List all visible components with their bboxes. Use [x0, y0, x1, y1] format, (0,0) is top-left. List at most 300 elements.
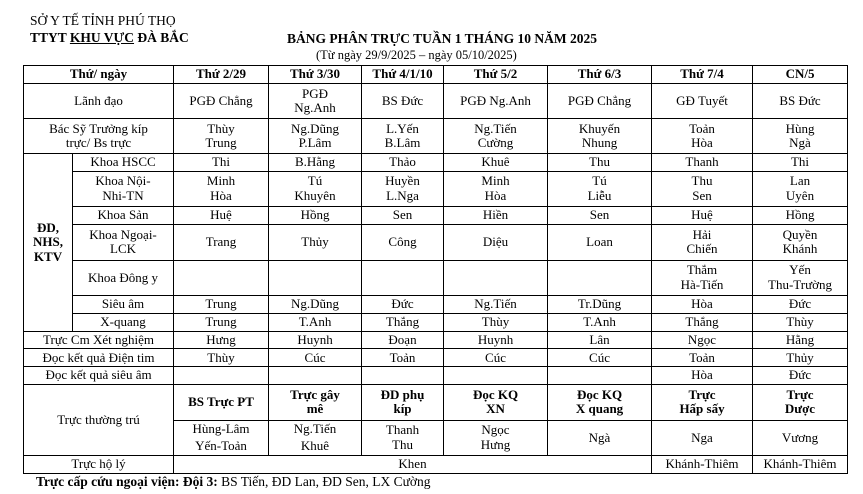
row-label: [24, 119, 174, 154]
duty-cell: [444, 296, 548, 314]
duty-cell: [362, 331, 444, 349]
duty-cell: [444, 313, 548, 331]
cell-text: Lân: [589, 331, 610, 347]
cell-text: Hấp sấy: [679, 401, 725, 417]
duty-cell: [444, 171, 548, 207]
duty-cell: [753, 456, 848, 474]
row-khoa-dongy: [24, 260, 848, 296]
duty-cell: [269, 438, 362, 456]
row-label: [24, 456, 174, 474]
cell-text: Thùy: [786, 314, 814, 330]
duty-cell: [548, 153, 652, 171]
cell-text: Thanh: [685, 154, 719, 169]
cell-text: Siêu âm: [101, 296, 145, 312]
row-dien-tim: [24, 349, 848, 367]
footer-text: BS Tiến, ĐD Lan, ĐD Sen, LX Cường: [217, 474, 431, 489]
document-subtitle: (Từ ngày 29/9/2025 – ngày 05/10/2025): [316, 48, 517, 62]
cell-text: Thu-Trường: [768, 276, 833, 292]
duty-cell: [652, 420, 753, 456]
org-name-center: [30, 30, 189, 45]
cell-text: Thùy: [481, 314, 510, 330]
cell-text: Khuyến: [578, 120, 621, 136]
cell-text: Đức: [391, 296, 414, 312]
duty-cell: [652, 349, 753, 367]
row-label: [24, 349, 174, 367]
org-name-underlined: KHU VỰC: [69, 30, 135, 45]
duty-cell: [652, 83, 753, 119]
duty-cell: [753, 153, 848, 171]
duty-cell: [362, 296, 444, 314]
duty-cell: [652, 313, 753, 331]
duty-cell: [174, 367, 269, 385]
cell-text: Toản: [389, 349, 416, 365]
cell-text: Hòa: [691, 367, 713, 383]
cell-text: Lãnh đạo: [74, 92, 123, 108]
duty-cell: [174, 349, 269, 367]
cell-text: BS Đức: [381, 92, 424, 108]
cell-text: X-quang: [100, 314, 146, 330]
duty-cell: [174, 153, 269, 171]
duty-type-header: [444, 385, 548, 421]
cell-text: XN: [486, 401, 505, 417]
cell-text: PGĐ Chẳng: [567, 92, 632, 108]
row-label: [24, 367, 174, 385]
row-label: [73, 153, 174, 171]
duty-cell: [269, 296, 362, 314]
cell-text: Huệ: [691, 207, 713, 223]
cell-text: Thứ/ ngày: [69, 66, 128, 82]
cell-text: Ngọc: [481, 422, 510, 438]
cell-text: Khuê: [300, 438, 330, 454]
cell-text: Hòa: [210, 187, 232, 203]
cell-text: Chiến: [686, 241, 718, 257]
cell-text: ĐD phụ: [380, 386, 425, 402]
cell-text: GĐ Tuyết: [676, 92, 728, 108]
duty-cell: [174, 296, 269, 314]
cell-text: Trung: [205, 296, 237, 312]
duty-cell: [174, 171, 269, 207]
cell-text: Thu: [589, 154, 610, 169]
cell-text: Liễu: [587, 187, 612, 203]
col-header-day: [24, 66, 174, 84]
duty-cell: [652, 331, 753, 349]
duty-type-header: [362, 385, 444, 421]
cell-text: Toản: [689, 120, 715, 136]
org-name-department: SỞ Y TẾ TỈNH PHÚ THỌ: [30, 13, 176, 28]
cell-text: Hòa: [484, 187, 507, 203]
cell-text: Ng.Anh: [294, 100, 336, 116]
cell-text: CN/5: [785, 66, 815, 82]
row-khoa-ngoai: [24, 224, 848, 260]
row-label: [24, 83, 174, 119]
duty-cell: [444, 207, 548, 225]
cell-text: Hà-Tiến: [680, 276, 724, 292]
cell-text: Cúc: [304, 349, 326, 365]
cell-text: Ngọc: [687, 331, 717, 347]
row-label: [73, 224, 174, 260]
cell-text: Hùng-Lâm: [192, 420, 250, 436]
cell-text: Tr.Dũng: [577, 296, 622, 312]
duty-cell: [652, 367, 753, 385]
cell-text: Đọc kết quả siêu âm: [45, 367, 152, 383]
cell-text: BS Trực PT: [188, 394, 254, 410]
duty-cell: [548, 420, 652, 456]
cell-text: L.Nga: [386, 187, 419, 203]
cell-text: Thu: [691, 173, 713, 189]
day-header: [174, 66, 269, 84]
duty-cell: [269, 260, 362, 296]
duty-cell: [269, 420, 362, 438]
duty-cell: [652, 119, 753, 154]
duty-cell: [753, 349, 848, 367]
duty-cell: [444, 331, 548, 349]
cell-text: BS Đức: [779, 92, 821, 108]
day-header: [269, 66, 362, 84]
schedule-body: [24, 66, 848, 474]
cell-text: Công: [388, 234, 417, 250]
duty-cell: [362, 153, 444, 171]
cell-text: Hải: [692, 226, 712, 242]
cell-text: Ng.Dũng: [291, 296, 340, 312]
cell-text: Thùy: [207, 120, 235, 136]
duty-cell: [269, 171, 362, 207]
duty-cell: [753, 331, 848, 349]
cell-text: Cúc: [485, 349, 506, 365]
cell-text: Thứ 6/3: [577, 66, 622, 82]
cell-text: Trực hộ lý: [71, 456, 126, 472]
duty-cell: [652, 153, 753, 171]
duty-cell: [548, 260, 652, 296]
cell-text: Thứ 2/29: [195, 66, 247, 82]
cell-text: Khen: [398, 456, 427, 472]
cell-text: Ngà: [789, 135, 811, 151]
row-khoa-noi: [24, 171, 848, 207]
cell-text: Đức: [788, 296, 812, 312]
cell-text: X quang: [575, 401, 624, 417]
cell-text: B.Lâm: [384, 135, 421, 151]
duty-cell: [362, 207, 444, 225]
duty-cell: [652, 296, 753, 314]
cell-text: Quyền: [782, 226, 818, 242]
cell-text: ĐD,: [36, 219, 60, 235]
duty-cell: [362, 171, 444, 207]
cell-text: Dược: [784, 401, 816, 417]
duty-cell: [652, 224, 753, 260]
cell-text: Ng.Tiến: [474, 296, 517, 312]
cell-text: Cúc: [589, 349, 610, 365]
duty-cell: [753, 313, 848, 331]
duty-cell: [444, 260, 548, 296]
duty-cell: [174, 331, 269, 349]
cell-text: Thi: [211, 154, 231, 169]
duty-type-header: [652, 385, 753, 421]
duty-cell: [753, 83, 848, 119]
cell-text: Bác Sỹ Trưởng kíp: [49, 120, 148, 136]
duty-cell: [174, 224, 269, 260]
duty-cell: [174, 420, 269, 438]
cell-text: Khoa Đông y: [87, 269, 159, 285]
cell-text: T.Anh: [583, 314, 616, 330]
cell-text: Yến-Toản: [195, 438, 247, 454]
row-label: [73, 296, 174, 314]
cell-text: NHS,: [33, 234, 63, 250]
cell-text: T.Anh: [298, 314, 332, 330]
duty-cell: [652, 260, 753, 296]
footer-label: Trực cấp cứu ngoại viện: Đội 3:: [36, 474, 218, 489]
duty-cell: [444, 224, 548, 260]
duty-cell: [269, 313, 362, 331]
cell-text: Huynh: [297, 331, 333, 347]
row-lanh-dao: [24, 83, 848, 119]
row-xet-nghiem: [24, 331, 848, 349]
cell-text: Đọc KQ: [576, 386, 623, 402]
day-header: [362, 66, 444, 84]
cell-text: PGĐ: [302, 85, 329, 101]
row-xquang: [24, 313, 848, 331]
duty-cell: [269, 83, 362, 119]
duty-cell: [174, 207, 269, 225]
duty-schedule-table: [23, 65, 848, 474]
duty-cell: [269, 207, 362, 225]
cell-text: Đọc KQ: [472, 386, 519, 402]
cell-text: Khánh-Thiêm: [763, 456, 837, 472]
cell-text: Thứ 4/1/10: [372, 66, 433, 82]
cell-text: PGĐ Chẳng: [189, 92, 253, 108]
cell-text: Thắng: [685, 314, 719, 330]
row-label: [24, 331, 174, 349]
duty-cell: [548, 296, 652, 314]
duty-cell: [362, 224, 444, 260]
duty-cell: [269, 119, 362, 154]
day-header: [652, 66, 753, 84]
duty-cell: [548, 207, 652, 225]
duty-cell: [548, 331, 652, 349]
cell-text: P.Lâm: [298, 135, 332, 151]
row-label: [73, 207, 174, 225]
row-ho-ly: [24, 456, 848, 474]
cell-text: Hùng: [785, 120, 815, 136]
cell-text: Trung: [205, 135, 237, 151]
duty-cell: [362, 349, 444, 367]
footer-note: [36, 474, 431, 490]
row-label: [24, 385, 174, 456]
cell-text: Diệu: [482, 234, 509, 250]
duty-type-header: [269, 385, 362, 421]
cell-text: Huyền: [385, 173, 420, 189]
row-bac-sy: [24, 119, 848, 154]
header-row: [24, 66, 848, 84]
cell-text: Đọc kết quả Điện tim: [42, 349, 155, 365]
duty-cell: [444, 420, 548, 456]
duty-cell: [444, 83, 548, 119]
cell-text: Khoa Ngoại-: [89, 226, 157, 242]
duty-cell: [444, 367, 548, 385]
duty-cell: [548, 349, 652, 367]
duty-cell: [548, 367, 652, 385]
duty-cell: [753, 171, 848, 207]
duty-cell: [362, 313, 444, 331]
duty-cell: [753, 224, 848, 260]
cell-text: Nga: [691, 429, 713, 445]
cell-text: Thanh: [385, 422, 420, 438]
duty-cell: [269, 367, 362, 385]
cell-text: Thứ 3/30: [289, 66, 341, 82]
group-label-nursing: [24, 153, 73, 331]
duty-cell: [753, 296, 848, 314]
cell-text: Nhung: [581, 135, 618, 151]
cell-text: Sen: [589, 207, 610, 223]
cell-text: Trực: [688, 386, 716, 402]
cell-text: Huynh: [477, 331, 514, 347]
cell-text: Hưng: [206, 331, 236, 347]
cell-text: Thu: [392, 436, 413, 452]
duty-cell: [753, 119, 848, 154]
row-label: [73, 313, 174, 331]
cell-text: Hòa: [691, 135, 713, 151]
cell-text: Sen: [392, 207, 413, 223]
cell-text: Thứ 7/4: [680, 66, 724, 82]
duty-cell: [753, 420, 848, 456]
row-thuong-tru-headers: [24, 385, 848, 421]
duty-type-header: [753, 385, 848, 421]
cell-text: Khoa HSCC: [90, 154, 156, 169]
cell-text: Toản: [689, 349, 715, 365]
row-label: [73, 260, 174, 296]
cell-text: Khoa Sản: [97, 207, 149, 223]
document-title: BẢNG PHÂN TRỰC TUẦN 1 THÁNG 10 NĂM 2025: [287, 31, 598, 46]
cell-text: L.Yến: [386, 120, 419, 136]
duty-cell: [652, 207, 753, 225]
cell-text: Khuê: [481, 154, 510, 169]
cell-text: trực/ Bs trực: [65, 135, 132, 151]
org-name-suffix: ĐÀ BẮC: [134, 30, 189, 45]
cell-text: Thùy: [207, 349, 235, 365]
cell-text: Vương: [781, 429, 819, 445]
duty-cell: [174, 119, 269, 154]
duty-cell: [269, 224, 362, 260]
cell-text: Trực thường trú: [57, 411, 140, 427]
row-label: [73, 171, 174, 207]
duty-cell: [548, 119, 652, 154]
day-header: [548, 66, 652, 84]
cell-text: Thảo: [389, 154, 416, 169]
cell-text: Khánh: [782, 241, 818, 257]
cell-text: Lan: [789, 173, 811, 189]
cell-text: Thắng: [385, 314, 420, 330]
duty-cell: [444, 119, 548, 154]
cell-text: Hưng: [480, 436, 511, 452]
cell-text: Đoạn: [388, 331, 417, 347]
cell-text: Cường: [477, 135, 514, 151]
duty-cell: [652, 456, 753, 474]
cell-text: Khoa Nội-: [95, 173, 151, 189]
duty-cell: [269, 349, 362, 367]
cell-text: PGĐ Ng.Anh: [460, 92, 531, 108]
duty-cell: [362, 367, 444, 385]
duty-cell: [362, 83, 444, 119]
day-header: [444, 66, 548, 84]
cell-text: Trực Cm Xét nghiệm: [43, 331, 154, 347]
duty-cell: [174, 260, 269, 296]
cell-text: kíp: [393, 401, 412, 417]
duty-cell: [753, 260, 848, 296]
cell-text: Hòa: [691, 296, 713, 312]
cell-text: Trang: [205, 234, 237, 250]
cell-text: Minh: [206, 173, 236, 189]
cell-text: Ng.Tiến: [293, 420, 337, 436]
duty-cell: [548, 313, 652, 331]
cell-text: Uyên: [785, 187, 815, 203]
duty-cell: [753, 367, 848, 385]
cell-text: Trung: [205, 314, 237, 330]
row-khoa-hscc: [24, 153, 848, 171]
duty-cell: [444, 153, 548, 171]
duty-type-header: [548, 385, 652, 421]
cell-text: Hồng: [300, 207, 330, 223]
row-doc-sieu_am: [24, 367, 848, 385]
cell-text: Ng.Tiến: [474, 120, 517, 136]
cell-text: Hiền: [482, 207, 509, 223]
cell-text: Minh: [481, 173, 510, 189]
row-sieu-am: [24, 296, 848, 314]
cell-text: Thắm: [686, 262, 718, 278]
duty-cell: [174, 83, 269, 119]
cell-text: Thủy: [301, 234, 329, 250]
cell-text: Tú: [307, 173, 323, 189]
cell-text: Huệ: [210, 207, 232, 223]
cell-text: Thứ 5/2: [473, 66, 518, 82]
org-name-prefix: TTYT: [30, 30, 70, 45]
cell-text: Tú: [592, 173, 607, 189]
cell-text: mê: [306, 401, 324, 417]
cell-text: Sen: [692, 187, 712, 203]
duty-cell: [269, 153, 362, 171]
duty-cell-merged: [174, 456, 652, 474]
duty-type-header: [174, 385, 269, 421]
duty-cell: [174, 313, 269, 331]
duty-cell: [753, 207, 848, 225]
day-header: [753, 66, 848, 84]
cell-text: Ngà: [588, 429, 611, 445]
duty-cell: [548, 171, 652, 207]
cell-text: Loan: [586, 234, 613, 250]
cell-text: KTV: [33, 248, 63, 264]
cell-text: Trực: [786, 386, 814, 402]
cell-text: Khuyên: [294, 187, 336, 203]
cell-text: Nhi-TN: [102, 187, 144, 203]
cell-text: Yến: [789, 262, 811, 278]
cell-text: Hồng: [785, 207, 815, 223]
duty-cell: [548, 224, 652, 260]
duty-cell: [548, 83, 652, 119]
duty-cell: [362, 119, 444, 154]
duty-cell: [444, 349, 548, 367]
duty-cell: [362, 260, 444, 296]
row-khoa-san: [24, 207, 848, 225]
duty-cell: [269, 331, 362, 349]
cell-text: Khánh-Thiêm: [665, 456, 739, 472]
duty-cell: [362, 420, 444, 456]
cell-text: Thủy: [786, 349, 814, 365]
cell-text: Trực gây: [290, 386, 340, 402]
cell-text: Đức: [788, 367, 812, 383]
cell-text: LCK: [110, 241, 136, 257]
cell-text: B.Hằng: [294, 154, 336, 169]
cell-text: Hằng: [785, 331, 815, 347]
duty-cell: [174, 438, 269, 456]
cell-text: Thi: [790, 154, 810, 169]
duty-cell: [652, 171, 753, 207]
